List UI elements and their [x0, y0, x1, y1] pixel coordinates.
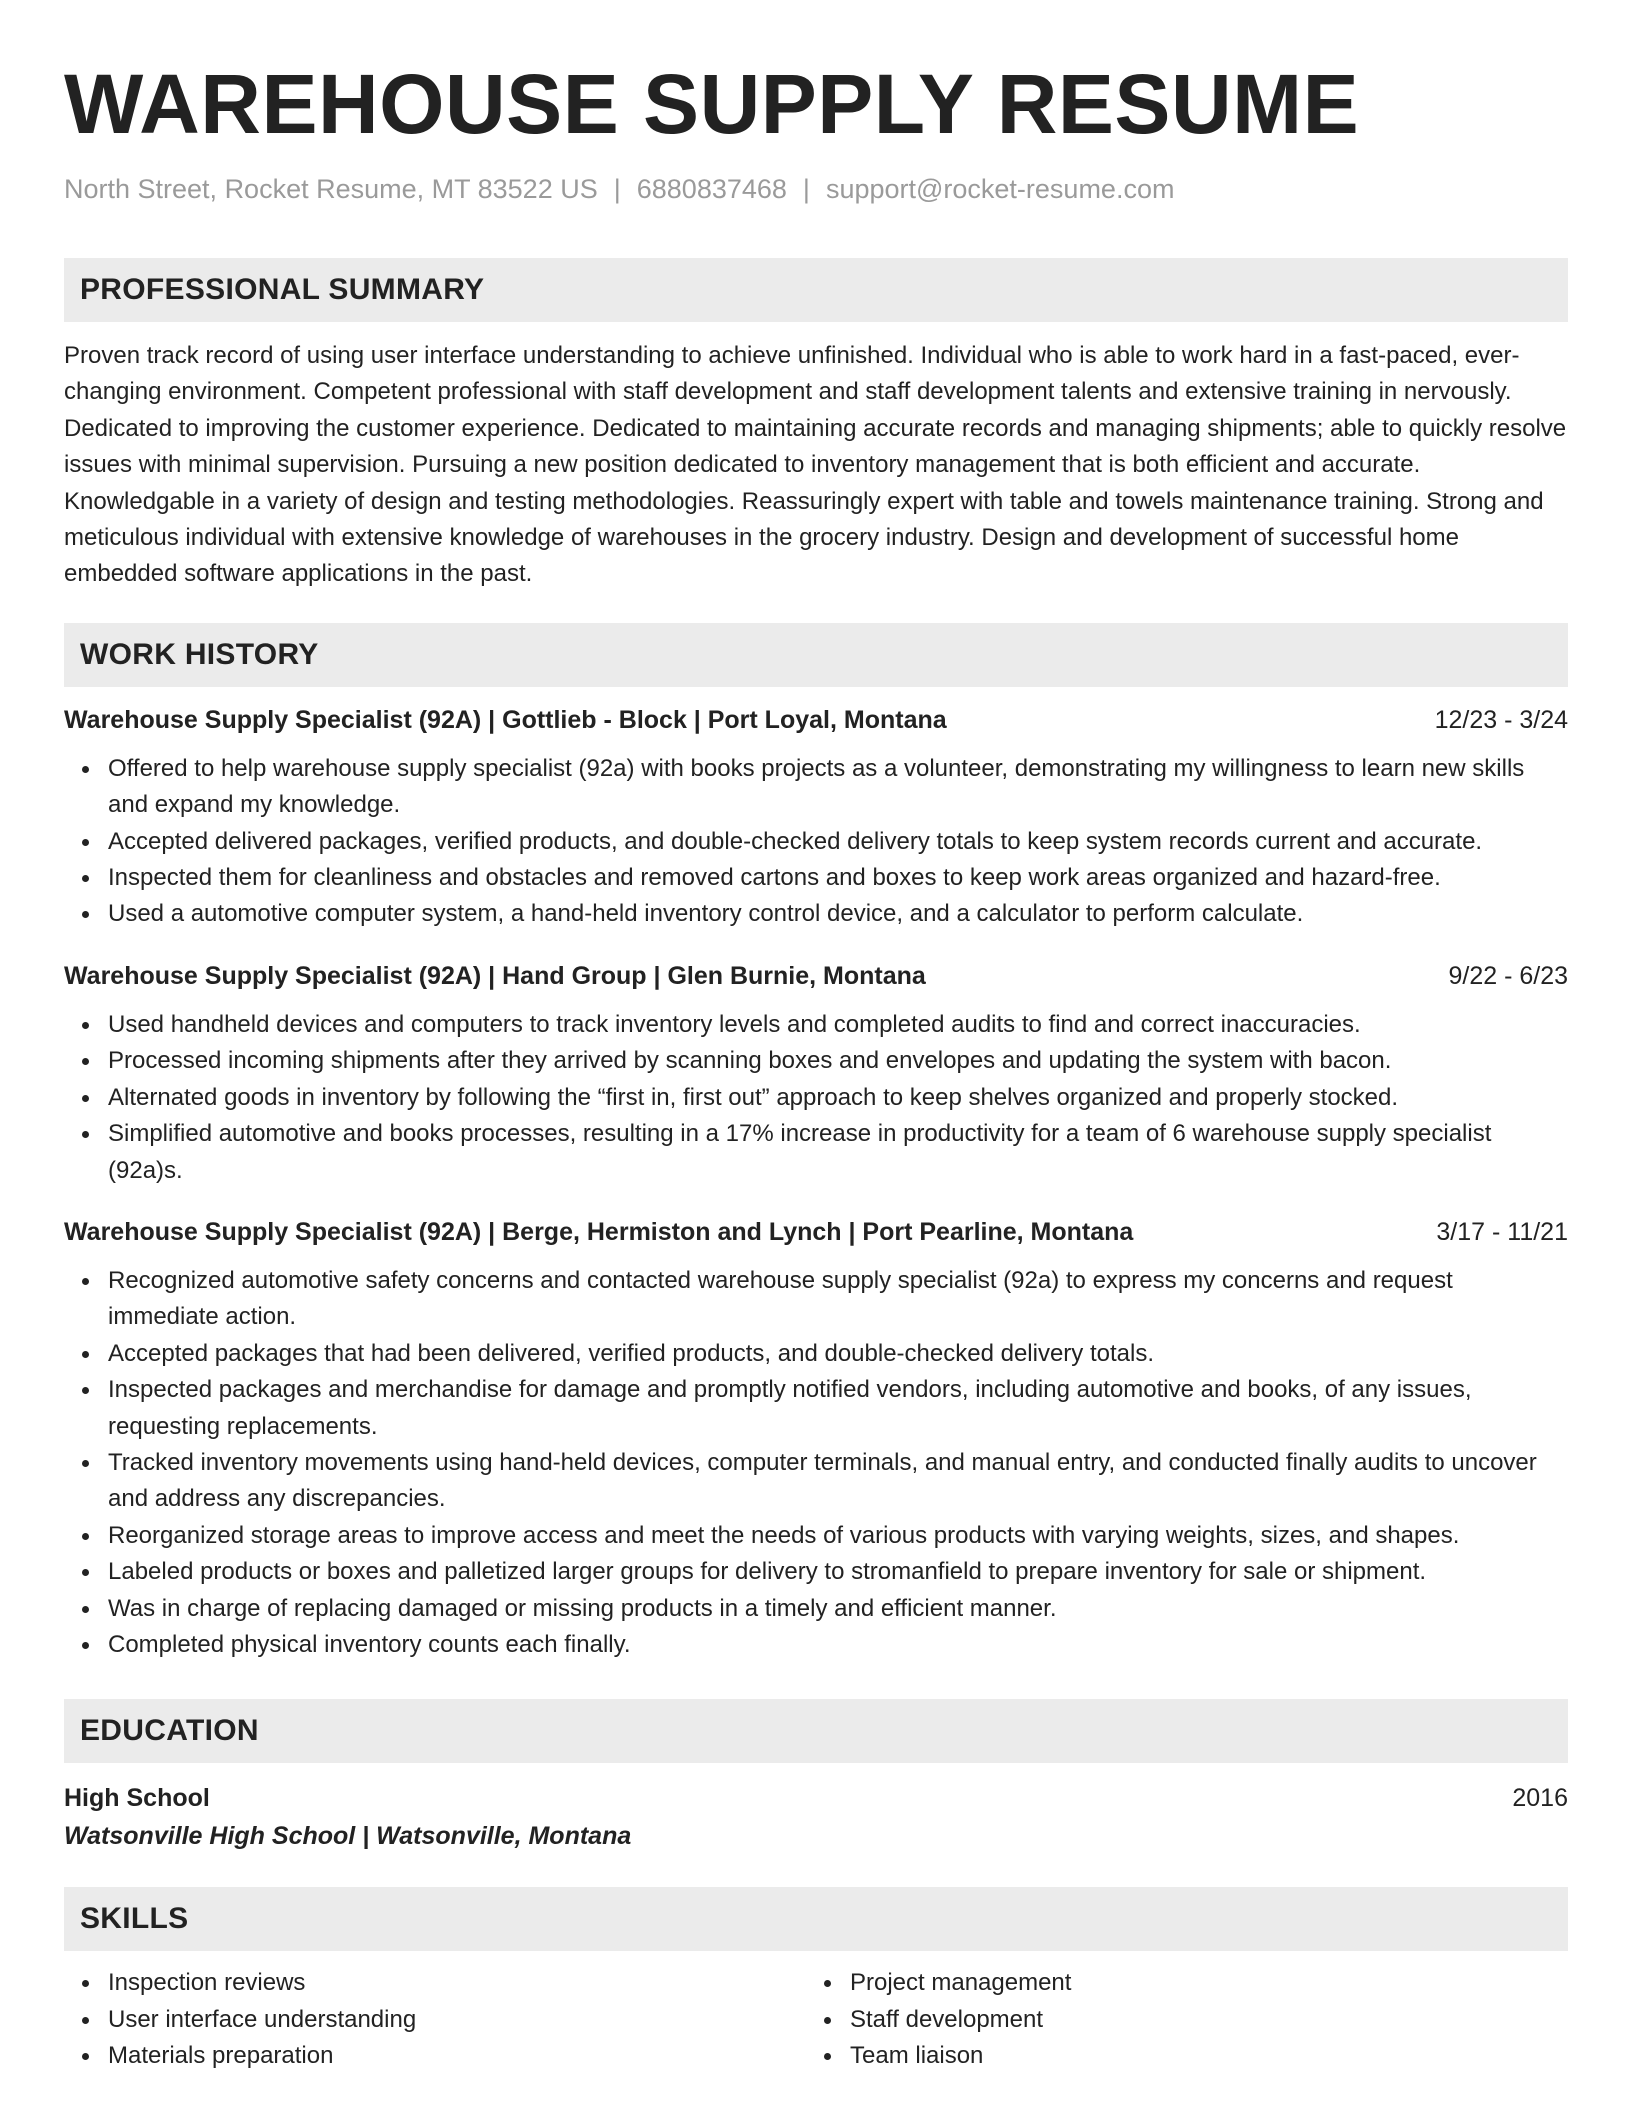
skill-item: Project management — [850, 1965, 1548, 2001]
skill-item: Team liaison — [850, 2038, 1548, 2074]
job-entry — [64, 959, 1568, 1189]
contact-line — [64, 172, 1568, 206]
education-row — [64, 1781, 1568, 1815]
job-bullet: Completed physical inventory counts each finally. — [108, 1627, 1568, 1663]
job-title: Warehouse Supply Specialist (92A) | Hand Group | Glen Burnie, Montana — [64, 961, 926, 990]
contact-email: support@rocket-resume.com — [825, 174, 1175, 204]
job-title-row — [64, 1215, 1568, 1249]
skills-column-right — [806, 1965, 1548, 2074]
job-title-row — [64, 959, 1568, 993]
education-degree: High School — [64, 1784, 210, 1813]
section-header-education: EDUCATION — [64, 1699, 1568, 1763]
job-title: Warehouse Supply Specialist (92A) | Gottlieb - Block | Port Loyal, Montana — [64, 705, 947, 734]
job-bullet: Used a automotive computer system, a hand-held inventory control device, and a calculator to perform calculate. — [108, 896, 1568, 932]
section-header-summary: PROFESSIONAL SUMMARY — [64, 258, 1568, 322]
contact-phone: 6880837468 — [636, 174, 787, 204]
skills-list — [806, 1965, 1548, 2074]
job-bullet: Tracked inventory movements using hand-held devices, computer terminals, and manual entry, and conducted finally audits to uncover and address any discrepancies. — [108, 1445, 1568, 1518]
contact-separator: | — [613, 174, 621, 204]
job-bullets — [64, 1263, 1568, 1663]
education-school: Watsonville High School | Watsonville, Montana — [64, 1822, 632, 1851]
job-entry — [64, 1215, 1568, 1663]
job-title: Warehouse Supply Specialist (92A) | Berge, Hermiston and Lynch | Port Pearline, Montana — [64, 1217, 1134, 1246]
job-dates: 3/17 - 11/21 — [1436, 1217, 1568, 1246]
job-bullet: Alternated goods in inventory by following the “first in, first out” approach to keep shelves organized and properly stocked. — [108, 1080, 1568, 1116]
job-dates: 12/23 - 3/24 — [1434, 705, 1568, 734]
skill-item: Materials preparation — [108, 2038, 806, 2074]
job-title-row — [64, 703, 1568, 737]
skills-grid — [64, 1965, 1568, 2074]
section-header-work-history: WORK HISTORY — [64, 623, 1568, 687]
job-bullet: Was in charge of replacing damaged or missing products in a timely and efficient manner. — [108, 1591, 1568, 1627]
job-bullet: Accepted packages that had been delivered, verified products, and double-checked delivery totals. — [108, 1336, 1568, 1372]
skills-column-left — [64, 1965, 806, 2074]
job-bullet: Reorganized storage areas to improve access and meet the needs of various products with varying weights, sizes, and shapes. — [108, 1518, 1568, 1554]
skills-list — [64, 1965, 806, 2074]
section-header-skills: SKILLS — [64, 1887, 1568, 1951]
contact-separator: | — [802, 174, 810, 204]
job-bullet: Simplified automotive and books processes, resulting in a 17% increase in productivity for a team of 6 warehouse supply specialist (92a)s. — [108, 1116, 1568, 1189]
education-year: 2016 — [1512, 1784, 1568, 1813]
contact-address: North Street, Rocket Resume, MT 83522 US — [64, 174, 598, 204]
skill-item: User interface understanding — [108, 2002, 806, 2038]
job-bullet: Labeled products or boxes and palletized larger groups for delivery to stromanfield to prepare inventory for sale or shipment. — [108, 1554, 1568, 1590]
job-bullets — [64, 1007, 1568, 1189]
skill-item: Staff development — [850, 2002, 1548, 2038]
job-bullets — [64, 751, 1568, 933]
job-bullet: Inspected them for cleanliness and obstacles and removed cartons and boxes to keep work areas organized and hazard-free. — [108, 860, 1568, 896]
job-entry — [64, 703, 1568, 933]
job-dates: 9/22 - 6/23 — [1448, 961, 1568, 990]
job-bullet: Processed incoming shipments after they arrived by scanning boxes and envelopes and updating the system with bacon. — [108, 1043, 1568, 1079]
job-bullet: Accepted delivered packages, verified products, and double-checked delivery totals to keep system records current and accurate. — [108, 824, 1568, 860]
resume-title: WAREHOUSE SUPPLY RESUME — [64, 57, 1360, 151]
job-bullet: Recognized automotive safety concerns and contacted warehouse supply specialist (92a) to express my concerns and request immediate action. — [108, 1263, 1568, 1336]
skill-item: Inspection reviews — [108, 1965, 806, 2001]
job-bullet: Used handheld devices and computers to track inventory levels and completed audits to find and correct inaccuracies. — [108, 1007, 1568, 1043]
summary-text: Proven track record of using user interface understanding to achieve unfinished. Individual who is able to work hard in a fast-paced, ever-changing environment. Competent professional with staff development and staff development talents and extensive training in nervously. Dedicated to improving the customer experience. Dedicated to maintaining accurate records and managing shipments; able to quickly resolve issues with minimal supervision. Pursuing a new position dedicated to inventory management that is both efficient and accurate. Knowledgable in a variety of design and testing methodologies. Reassuringly expert with table and towels maintenance training. Strong and meticulous individual with extensive knowledge of warehouses in the grocery industry. Design and development of successful home embedded software applications in the past. — [64, 342, 1567, 588]
job-bullet: Offered to help warehouse supply specialist (92a) with books projects as a volunteer, demonstrating my willingness to learn new skills and expand my knowledge. — [108, 751, 1568, 824]
job-bullet: Inspected packages and merchandise for damage and promptly notified vendors, including automotive and books, of any issues, requesting replacements. — [108, 1372, 1568, 1445]
